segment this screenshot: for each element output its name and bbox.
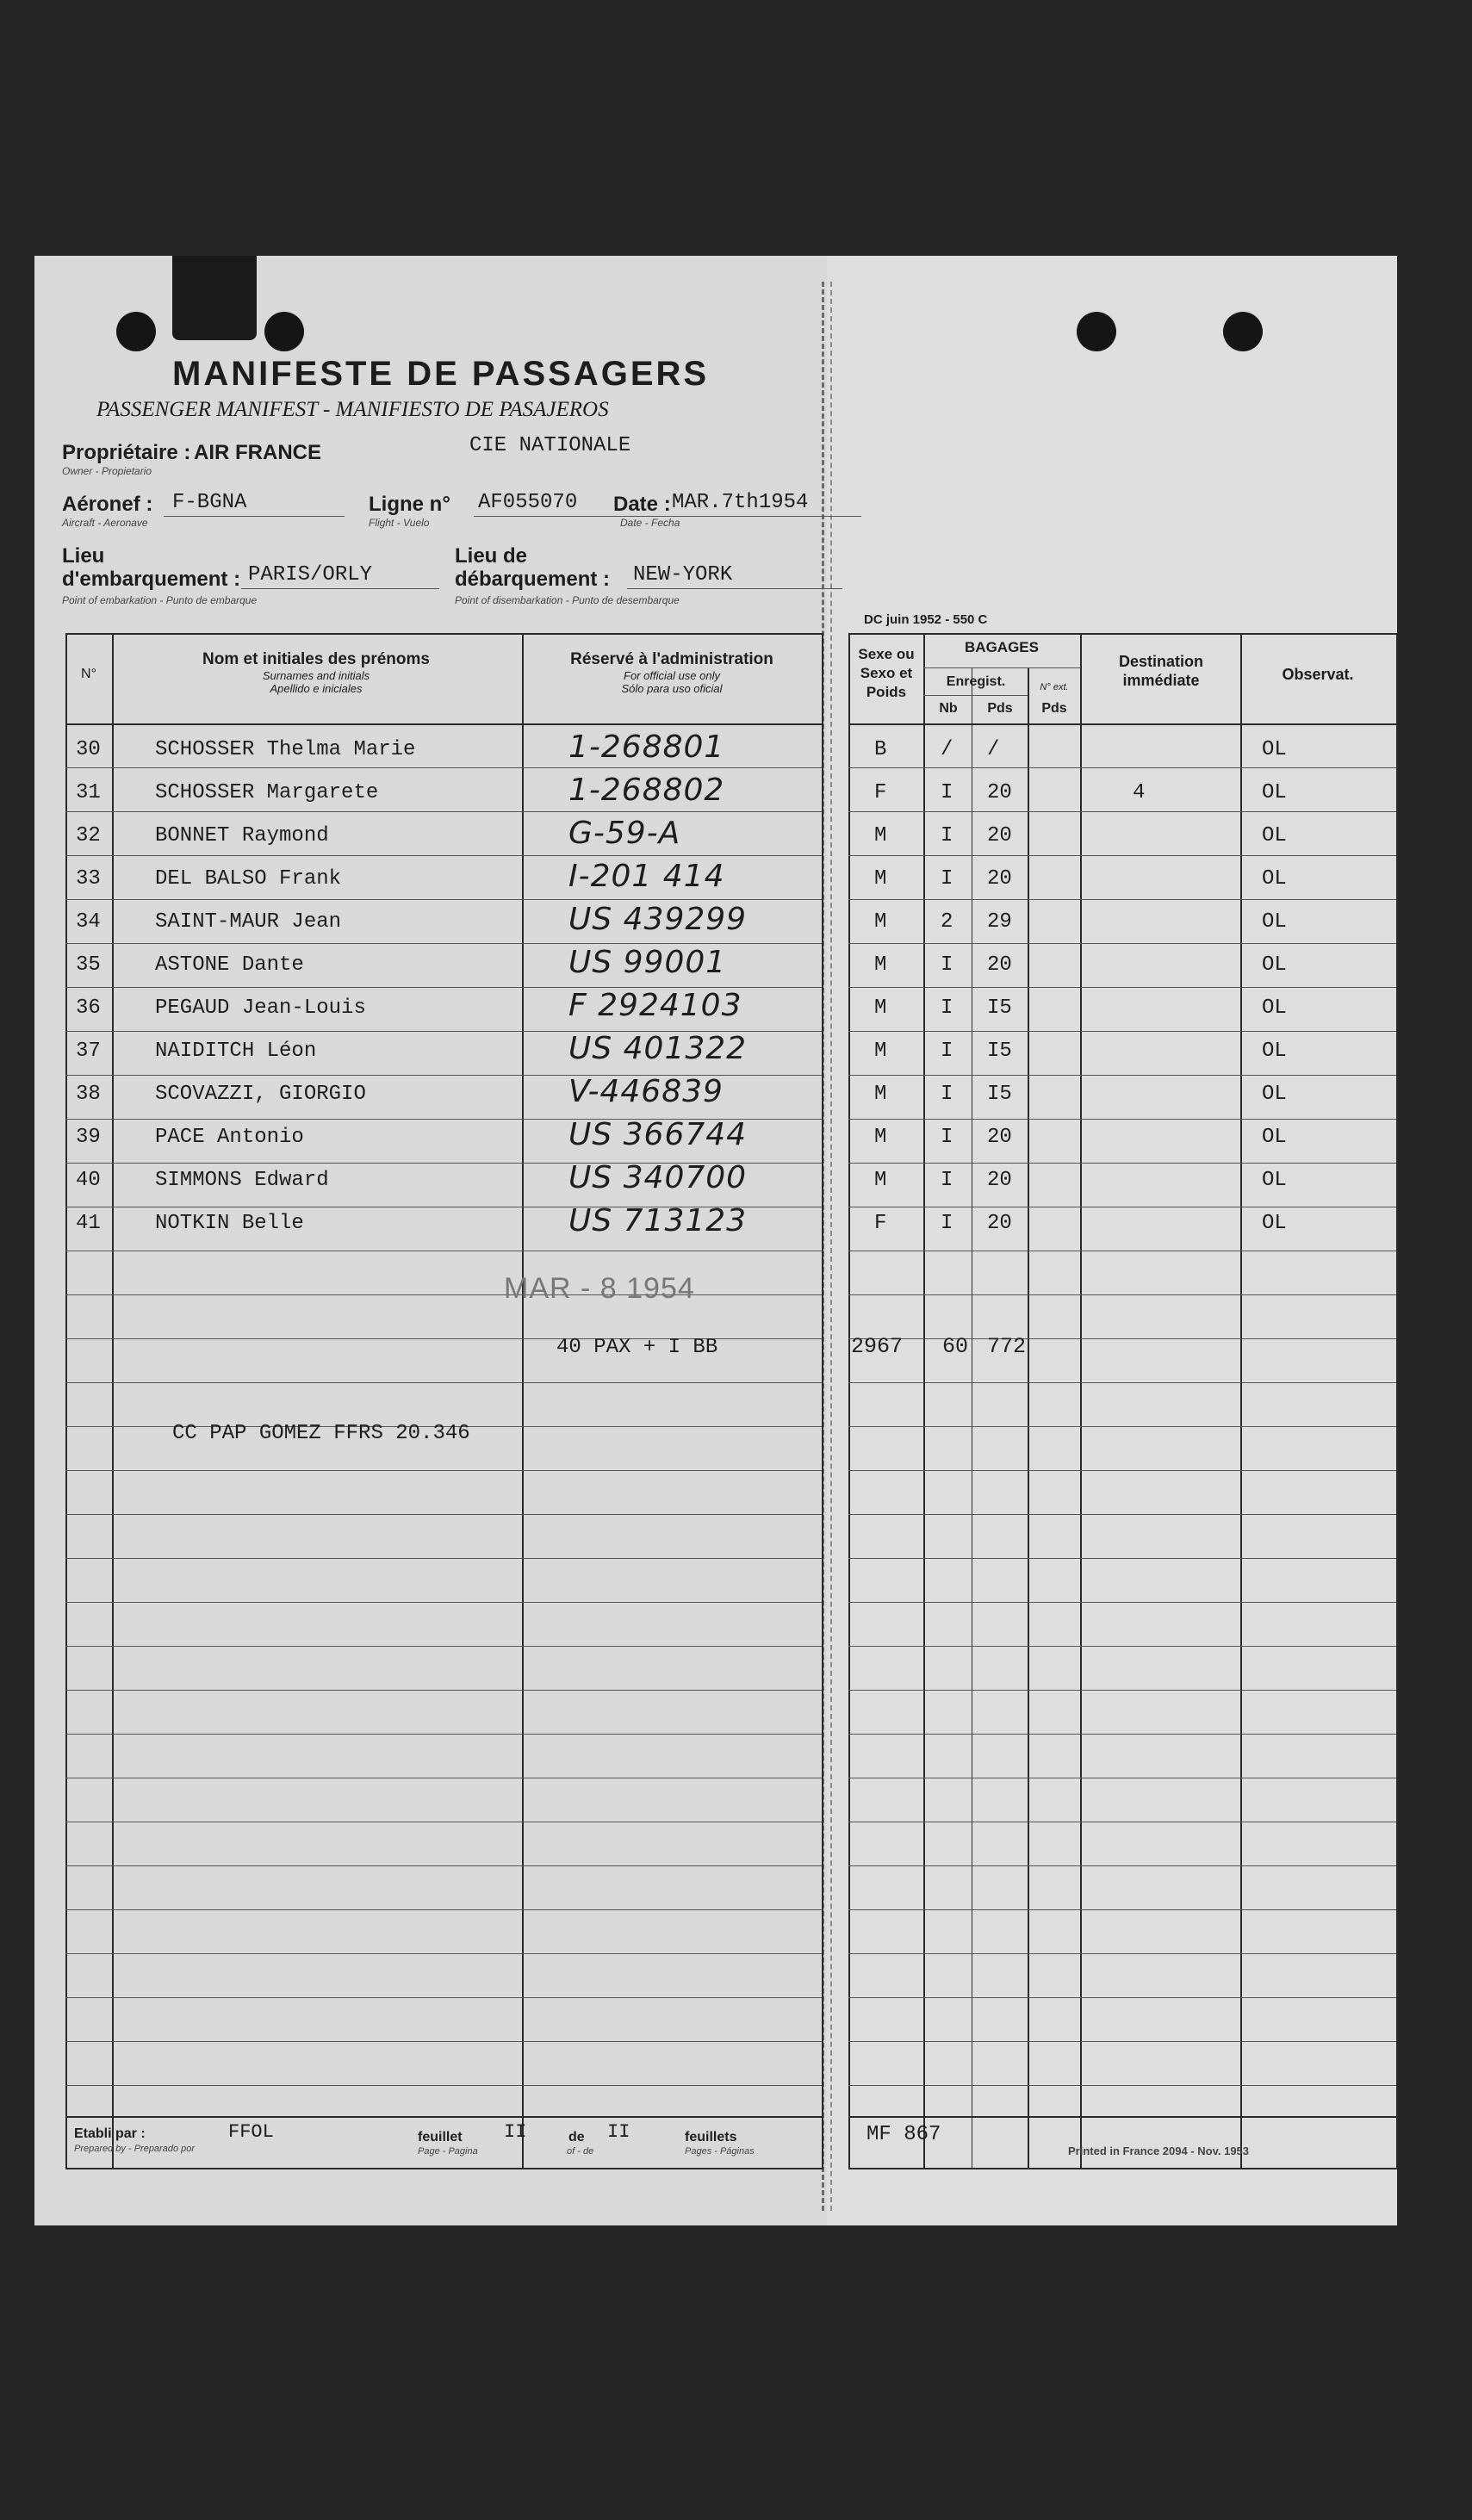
col-header-pds2: Pds bbox=[1041, 701, 1067, 716]
perforation-line bbox=[830, 282, 832, 2211]
row-rule bbox=[848, 855, 1396, 856]
embark-label-1: Lieu bbox=[62, 544, 105, 568]
row-number: 38 bbox=[76, 1083, 101, 1106]
passenger-sex: M bbox=[874, 910, 887, 934]
baggage-count: I bbox=[941, 1169, 953, 1192]
row-divider bbox=[923, 695, 1028, 696]
col-header-observ: Observat. bbox=[1282, 666, 1354, 683]
passport-number: US 401322 bbox=[568, 1031, 748, 1066]
punch-hole bbox=[264, 312, 304, 351]
printed-note: Printed in France 2094 - Nov. 1953 bbox=[1068, 2144, 1250, 2157]
passport-number: US 439299 bbox=[568, 902, 748, 937]
row-rule bbox=[65, 1514, 822, 1515]
row-number: 34 bbox=[76, 910, 101, 934]
page-subtitle: PASSENGER MANIFEST - MANIFIESTO DE PASAJEROS bbox=[96, 398, 609, 421]
destination: 4 bbox=[1133, 781, 1146, 804]
owner-label: Propriétaire : bbox=[62, 441, 191, 464]
aircraft-label: Aéronef : bbox=[62, 493, 153, 516]
row-rule bbox=[848, 767, 1396, 768]
col-header-ext: N° ext. bbox=[1040, 682, 1069, 692]
passport-number: 1-268801 bbox=[568, 729, 725, 765]
col-divider bbox=[923, 633, 925, 2168]
observation: OL bbox=[1262, 953, 1287, 977]
date-label: Date : bbox=[613, 493, 671, 516]
totals-nb: 60 bbox=[942, 1334, 969, 1359]
row-rule bbox=[65, 2085, 822, 2086]
row-rule bbox=[848, 943, 1396, 944]
page-label: feuillet bbox=[418, 2130, 463, 2144]
row-rule bbox=[65, 811, 822, 812]
baggage-count: I bbox=[941, 996, 953, 1020]
passenger-name: SCHOSSER Margarete bbox=[155, 781, 379, 804]
disembark-value: NEW-YORK bbox=[633, 563, 733, 587]
baggage-weight: 20 bbox=[987, 781, 1012, 804]
baggage-count: I bbox=[941, 1083, 953, 1106]
passenger-name: ASTONE Dante bbox=[155, 953, 304, 977]
col-divider bbox=[1080, 633, 1082, 2168]
col-divider bbox=[1028, 667, 1029, 2168]
page-title: MANIFESTE DE PASSAGERS bbox=[172, 355, 710, 393]
baggage-weight: I5 bbox=[987, 1040, 1012, 1063]
row-number: 40 bbox=[76, 1169, 101, 1192]
passport-number: US 713123 bbox=[568, 1203, 748, 1238]
flight-sub: Flight - Vuelo bbox=[369, 517, 430, 529]
col-divider bbox=[522, 633, 524, 2168]
col-header-admin-text: Réservé à l'administration bbox=[570, 650, 773, 668]
row-rule bbox=[848, 1953, 1396, 1954]
row-number: 33 bbox=[76, 867, 101, 891]
passport-number: US 340700 bbox=[568, 1160, 748, 1195]
passport-number: F 2924103 bbox=[568, 988, 742, 1023]
row-rule bbox=[848, 899, 1396, 900]
baggage-weight: 20 bbox=[987, 953, 1012, 977]
row-rule bbox=[848, 1470, 1396, 1471]
prepared-by-value: FFOL bbox=[228, 2121, 274, 2143]
row-rule bbox=[848, 1338, 1396, 1339]
passenger-name: PEGAUD Jean-Louis bbox=[155, 996, 366, 1020]
baggage-table bbox=[848, 633, 1398, 2169]
row-rule bbox=[65, 899, 822, 900]
row-rule bbox=[848, 2041, 1396, 2042]
row-rule bbox=[848, 811, 1396, 812]
binder-tab bbox=[172, 256, 257, 340]
passport-number: G-59-A bbox=[568, 816, 681, 851]
row-rule bbox=[848, 1865, 1396, 1866]
flight-label: Ligne n° bbox=[369, 493, 450, 516]
baggage-weight: 20 bbox=[987, 1169, 1012, 1192]
col-header-admin-sub1: For official use only bbox=[624, 669, 720, 682]
row-rule bbox=[848, 1514, 1396, 1515]
date-stamp: MAR - 8 1954 bbox=[504, 1272, 695, 1305]
passenger-sex: M bbox=[874, 867, 887, 891]
row-number: 32 bbox=[76, 824, 101, 847]
punch-hole bbox=[1077, 312, 1116, 351]
baggage-weight: / bbox=[987, 738, 1000, 761]
baggage-weight: 20 bbox=[987, 867, 1012, 891]
observation: OL bbox=[1262, 996, 1287, 1020]
row-number: 37 bbox=[76, 1040, 101, 1063]
row-rule bbox=[65, 2041, 822, 2042]
embark-sub: Point of embarkation - Punto de embarque bbox=[62, 594, 258, 606]
passenger-name: PACE Antonio bbox=[155, 1126, 304, 1149]
row-number: 36 bbox=[76, 996, 101, 1020]
row-rule bbox=[848, 1163, 1396, 1164]
observation: OL bbox=[1262, 738, 1287, 761]
col-divider bbox=[112, 633, 114, 2168]
col-header-admin bbox=[525, 650, 818, 695]
row-rule bbox=[848, 1119, 1396, 1120]
baggage-count: I bbox=[941, 781, 953, 804]
disembark-label-2: débarquement : bbox=[455, 568, 611, 591]
observation: OL bbox=[1262, 824, 1287, 847]
form-code: DC juin 1952 - 550 C bbox=[864, 612, 988, 627]
passport-number: V-446839 bbox=[568, 1074, 724, 1109]
totals-label: 40 PAX + I BB bbox=[556, 1336, 718, 1359]
row-rule bbox=[65, 1602, 822, 1603]
row-number: 41 bbox=[76, 1212, 101, 1235]
row-rule bbox=[65, 1734, 822, 1735]
row-number: 39 bbox=[76, 1126, 101, 1149]
owner-sub: Owner - Propietario bbox=[62, 465, 152, 477]
observation: OL bbox=[1262, 781, 1287, 804]
flight-value: AF055070 bbox=[478, 491, 578, 514]
baggage-count: / bbox=[941, 738, 953, 761]
passenger-sex: M bbox=[874, 824, 887, 847]
baggage-weight: 20 bbox=[987, 824, 1012, 847]
punch-hole bbox=[116, 312, 156, 351]
aircraft-value: F-BGNA bbox=[172, 491, 247, 514]
col-header-name-sub2: Apellido e iniciales bbox=[270, 682, 363, 695]
col-header-pds: Pds bbox=[987, 701, 1013, 716]
passenger-name: DEL BALSO Frank bbox=[155, 867, 342, 891]
col-header-name-sub1: Surnames and initials bbox=[262, 669, 370, 682]
row-divider bbox=[923, 667, 1080, 668]
baggage-weight: I5 bbox=[987, 996, 1012, 1020]
passenger-name: SAINT-MAUR Jean bbox=[155, 910, 342, 934]
underline bbox=[474, 516, 861, 517]
prepared-by-sub: Prepared by - Preparado por bbox=[74, 2144, 196, 2154]
disembark-sub: Point of disembarkation - Punto de desembarque bbox=[455, 594, 680, 606]
passenger-sex: M bbox=[874, 1040, 887, 1063]
aircraft-sub: Aircraft - Aeronave bbox=[62, 517, 148, 529]
passport-number: US 366744 bbox=[568, 1117, 748, 1152]
col-header-nb: Nb bbox=[939, 701, 958, 716]
col-header-no: N° bbox=[81, 667, 96, 681]
row-rule bbox=[848, 1294, 1396, 1295]
row-rule bbox=[848, 1075, 1396, 1076]
punch-hole bbox=[1223, 312, 1263, 351]
row-rule bbox=[848, 1382, 1396, 1383]
embark-label-2: d'embarquement : bbox=[62, 568, 241, 591]
passenger-name: NOTKIN Belle bbox=[155, 1212, 304, 1235]
passenger-sex: F bbox=[874, 781, 887, 804]
row-rule bbox=[65, 1646, 822, 1647]
col-header-sex: Sexe ou Sexo et Poids bbox=[858, 646, 915, 700]
row-number: 35 bbox=[76, 953, 101, 977]
observation: OL bbox=[1262, 1212, 1287, 1235]
col-divider bbox=[1240, 633, 1242, 2168]
row-rule bbox=[848, 1602, 1396, 1603]
baggage-count: I bbox=[941, 824, 953, 847]
row-rule bbox=[848, 1997, 1396, 1998]
row-rule bbox=[65, 1470, 822, 1471]
observation: OL bbox=[1262, 1126, 1287, 1149]
row-rule bbox=[65, 1909, 822, 1910]
passenger-sex: M bbox=[874, 1126, 887, 1149]
row-rule bbox=[848, 1031, 1396, 1032]
of-sub: of - de bbox=[567, 2146, 594, 2157]
pages-sub: Pages - Páginas bbox=[685, 2146, 755, 2157]
date-value: MAR.7th1954 bbox=[672, 491, 809, 514]
row-rule bbox=[848, 1426, 1396, 1427]
observation: OL bbox=[1262, 910, 1287, 934]
row-rule bbox=[848, 1909, 1396, 1910]
row-rule bbox=[65, 1382, 822, 1383]
col-header-name-text: Nom et initiales des prénoms bbox=[202, 650, 430, 668]
page-sub: Page - Pagina bbox=[418, 2146, 478, 2157]
passenger-sex: M bbox=[874, 1083, 887, 1106]
passenger-name: SCOVAZZI, GIORGIO bbox=[155, 1083, 366, 1106]
owner-extra: CIE NATIONALE bbox=[469, 434, 631, 457]
row-rule bbox=[65, 1294, 822, 1295]
row-rule bbox=[65, 1997, 822, 1998]
col-header-bagages: BAGAGES bbox=[965, 639, 1039, 655]
passenger-name: BONNET Raymond bbox=[155, 824, 329, 847]
baggage-weight: 20 bbox=[987, 1126, 1012, 1149]
footer-divider bbox=[848, 2116, 1396, 2118]
baggage-count: I bbox=[941, 953, 953, 977]
row-rule bbox=[65, 767, 822, 768]
row-rule bbox=[65, 855, 822, 856]
of-label: de bbox=[568, 2130, 585, 2144]
baggage-weight: I5 bbox=[987, 1083, 1012, 1106]
baggage-count: I bbox=[941, 1040, 953, 1063]
totals-weight: 2967 bbox=[851, 1334, 904, 1359]
underline bbox=[164, 516, 345, 517]
row-rule bbox=[848, 1734, 1396, 1735]
passenger-name: SIMMONS Edward bbox=[155, 1169, 329, 1192]
row-rule bbox=[65, 943, 822, 944]
observation: OL bbox=[1262, 1083, 1287, 1106]
owner-value: AIR FRANCE bbox=[194, 441, 321, 464]
passenger-name: SCHOSSER Thelma Marie bbox=[155, 738, 416, 761]
baggage-count: 2 bbox=[941, 910, 953, 934]
underline bbox=[241, 588, 439, 589]
row-rule bbox=[848, 2085, 1396, 2086]
observation: OL bbox=[1262, 1169, 1287, 1192]
col-header-enregist: Enregist. bbox=[946, 674, 1006, 689]
footer-divider bbox=[65, 2116, 822, 2118]
col-header-name bbox=[114, 650, 519, 695]
passenger-sex: B bbox=[874, 738, 887, 761]
embark-value: PARIS/ORLY bbox=[248, 563, 373, 587]
passenger-sex: M bbox=[874, 996, 887, 1020]
row-number: 30 bbox=[76, 738, 101, 761]
observation: OL bbox=[1262, 1040, 1287, 1063]
header-divider bbox=[848, 723, 1396, 725]
prepared-by-label: Etabli par : bbox=[74, 2126, 146, 2141]
row-rule bbox=[848, 1690, 1396, 1691]
row-rule bbox=[848, 1646, 1396, 1647]
disembark-label-1: Lieu de bbox=[455, 544, 528, 568]
baggage-weight: 29 bbox=[987, 910, 1012, 934]
passenger-name: NAIDITCH Léon bbox=[155, 1040, 317, 1063]
underline bbox=[627, 588, 842, 589]
passenger-sex: F bbox=[874, 1212, 887, 1235]
col-header-admin-sub2: Sólo para uso oficial bbox=[621, 682, 723, 695]
passport-number: 1-268802 bbox=[568, 773, 725, 808]
header-divider bbox=[65, 723, 822, 725]
passport-number: US 99001 bbox=[568, 945, 727, 980]
row-rule bbox=[65, 1865, 822, 1866]
row-rule bbox=[848, 1558, 1396, 1559]
mf-number: MF 867 bbox=[866, 2123, 941, 2146]
passport-number: I-201 414 bbox=[568, 859, 725, 894]
totals-pds: 772 bbox=[987, 1334, 1027, 1359]
row-rule bbox=[65, 1690, 822, 1691]
baggage-count: I bbox=[941, 867, 953, 891]
row-rule bbox=[848, 987, 1396, 988]
row-rule bbox=[65, 1558, 822, 1559]
passenger-sex: M bbox=[874, 1169, 887, 1192]
row-number: 31 bbox=[76, 781, 101, 804]
manifest-sheet bbox=[34, 256, 1397, 2225]
of-value: II bbox=[607, 2121, 630, 2143]
baggage-count: I bbox=[941, 1212, 953, 1235]
baggage-count: I bbox=[941, 1126, 953, 1149]
col-header-destination: Destination immédiate bbox=[1118, 653, 1203, 689]
cc-note: CC PAP GOMEZ FFRS 20.346 bbox=[172, 1422, 470, 1445]
row-rule bbox=[65, 1953, 822, 1954]
date-sub: Date - Fecha bbox=[620, 517, 680, 529]
pages-label: feuillets bbox=[685, 2130, 737, 2144]
passenger-sex: M bbox=[874, 953, 887, 977]
observation: OL bbox=[1262, 867, 1287, 891]
page-value: II bbox=[504, 2121, 527, 2143]
baggage-weight: 20 bbox=[987, 1212, 1012, 1235]
